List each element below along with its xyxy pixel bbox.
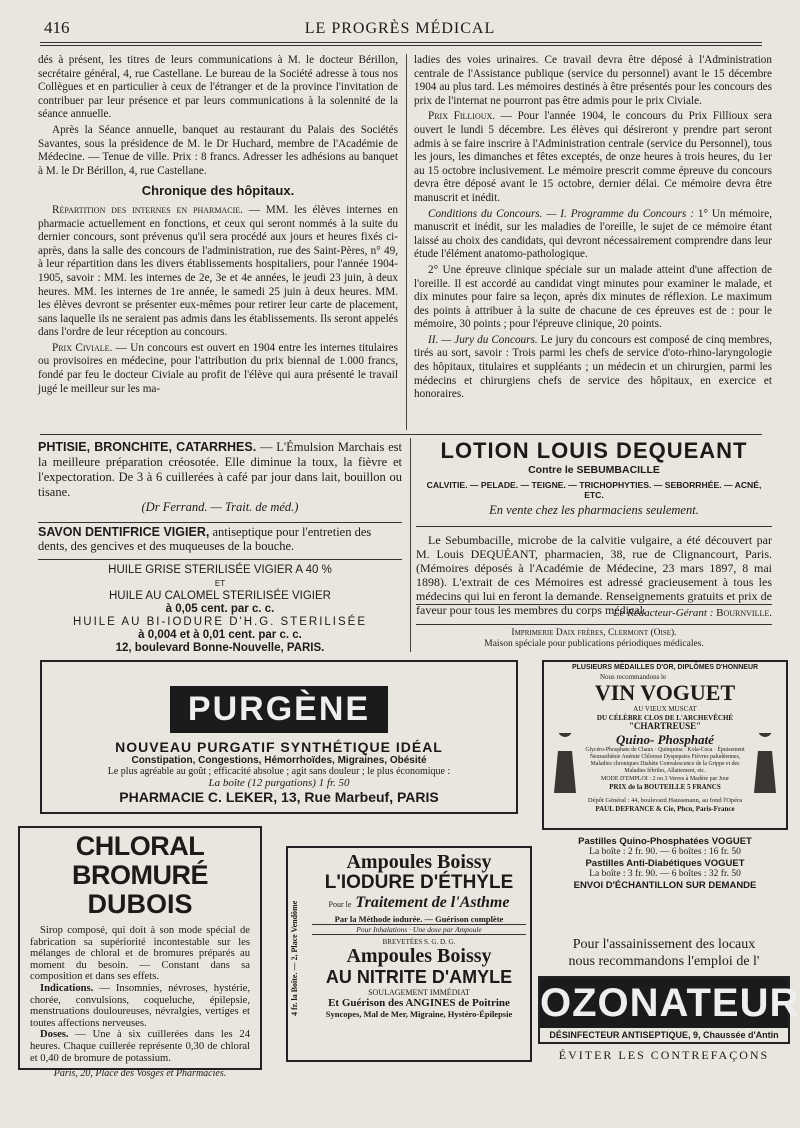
paragraph-text: — Pour l'année 1904, le concours du Prix Fillioux sera ouvert le lundi 5 décembre. Les élèves qui désireront y prendre part seront admis à se faire inscrire à l'Administration centrale (service du Personnel), tous les jours, les dimanches et fêtes exceptés, de onze heures à trois heures, du 1er au 15 octobre inclusivement. Le mémoire prescrit comme épreuve du concours devra être déposé avant le 15 octobre, dernier délai. Ce mémoire devra être manuscrit et inédit. [414,110,773,204]
paragraph [38,342,398,396]
paragraph-text: — MM. les élèves internes en pharmacie actuellement en fonctions, et ceux qui seront nommés à la suite du dernier concours, sont prévenus qu'il sera procédé aux jours et heures fixés ci-après, dans la salle des concours de l'administration, rue des Saint-Pères, n° 49, à leur répartition dans les divers établissements hospitaliers, pour l'année 1904-1905, savoir : MM. les internes de 2e, 3e et 4e années, le jeudi 23 juin, à deux heures. MM. les internes de 1re année, le samedi 25 juin à deux heures. MM. les élèves devront se présenter eux-mêmes pour retirer leur carte de placement, sans laquelle ils ne seraient pas admis dans les établissements. Ils seront appelés dans l'ordre de leur réception au concours. [38,203,398,339]
ad-line: Nous recommandons le [600,672,667,681]
ad-title: DUBOIS [87,889,193,919]
ad-vin-center [582,733,748,792]
ads-rule [40,434,762,435]
paragraph-lead: Répartition des internes en pharmacie. [52,203,243,216]
ad-line: HUILE AU CALOMEL STERILISÉE VIGIER [109,590,331,602]
paragraph-lead: Prix Civiale. [52,341,113,354]
ad-line: Syncopes, Mal de Mer, Migraine, Hystéro-Épilepsie [325,1009,513,1019]
ad-line: Pour Inhalations · Une dose par Ampoule [312,924,526,935]
ad-title: Ampoules Boissy [346,945,492,967]
header-rule-2 [40,45,762,46]
right-column [414,54,772,404]
ad-subtitle: DÉSINFECTEUR ANTISEPTIQUE, 9, Chaussée d'Antin [549,1030,779,1040]
ad-subtitle: NOUVEAU PURGATIF SYNTHÉTIQUE IDÉAL [115,739,443,755]
ad-line: Pour l'assainissement des locaux [572,937,756,952]
ad-line: La boîte : 2 fr. 90. — 6 boîtes : 16 fr. 50 [589,847,741,857]
ad-line: Constipation, Congestions, Hémorrhoïdes, Migraines, Obésité [131,755,427,766]
ad-title: L'IODURE D'ÉTHYLE [324,872,514,893]
running-title: LE PROGRÈS MÉDICAL [304,20,496,37]
ad-line: nous recommandons l'emploi de l' [568,954,760,969]
ad-line: PLUSIEURS MÉDAILLES D'OR, DIPLÔMES D'HONNEUR [571,664,759,671]
ad-title: Ampoules Boissy [346,851,492,873]
ad-warning: ÉVITER LES CONTREFAÇONS [558,1048,770,1062]
ad-line: Pastilles Anti-Diabétiques VOGUET [585,858,745,869]
ad-line: à 0,004 et à 0,01 cent. par c. c. [138,629,302,641]
ad-line: Et Guérison des ANGINES de Poitrine [328,997,510,1009]
ad-boissy [286,846,532,1062]
ad-line: Dépôt Général : 44, boulevard Haussmann, au fond l'Opéra [587,796,743,804]
ads-divider [410,438,411,652]
ad-line: Le plus agréable au goût ; efficacité absolue ; agit sans douleur ; le plus économique : [107,766,451,777]
ad-chloral [18,826,262,1080]
monk-figure-icon [748,733,782,795]
ad-price: La boîte (12 purgations) 1 fr. 50 [208,777,350,789]
ad-title: OZONATEUR [540,978,788,1028]
ad-line: ENVOI D'ÉCHANTILLON SUR DEMANDE [573,880,757,891]
ad-vin-voguet [542,660,788,830]
ad-line: PRIX de la BOUTEILLE 5 FRANCS [609,783,721,791]
ad-lead: Indications. [40,982,94,994]
ad-line: BREVETÉES S. G. D. G. [382,938,456,946]
header-rule [40,42,762,43]
column-divider [406,54,407,430]
ad-text: Sirop composé, qui doit à son mode spécial de fabrication sa supériorité incontestable sur les mélanges de chloral et de bromures préparés au moment du besoin. — Constant dans sa composition et dans ses effets. [30,925,250,983]
ad-title: PURGÈNE [170,686,388,733]
paragraph-lead: Prix Fillioux. [428,110,496,123]
paragraph-lead: II. — Jury du Concours. [428,333,538,346]
ad-text: Le Sebumbacille, microbe de la calvitie vulgaire, a été découvert par M. Louis DEQUÉANT, pharmacien, 38, rue de Clignancourt, Paris. (Mémoires déposés à l'Académie de Médecine, 23 mars 1897, 8 mai 1898). L'extrait de ces Mémoires est adressé gracieusement à tous les médecins qui lui en feront la demande. Renseignements gratuits et prix de faveur pour tous les membres du corps médical. [416,526,772,617]
ad-line: SOULAGEMENT IMMÉDIAT [368,988,470,997]
quino-word: Quino- [616,731,655,747]
left-column [38,54,398,398]
ad-ozonateur-intro [538,936,790,970]
paragraph: Après la Séance annuelle, banquet au restaurant du Palais des Sociétés Savantes, sous la présidence de M. le Dr Huchard, membre de l'Académie de Médecine. — Tenue de ville. Prix : 8 francs. Adresser les adhésions au banquet à M. le Dr Bérillon, 4, rue Castellane. [38,123,398,177]
paragraph: ladies des voies urinaires. Ce travail devra être déposé à l'Administration centrale de l'Assistance publique (service du personnel) avant le 15 décembre 1904 au plus tard. Les mémoires destinés à être présentés pour les concours des prix de l'internat ne pourront pas être admis pour le prix Civiale. [414,54,772,107]
paragraph-text: — Un concours est ouvert en 1904 entre les internes titulaires ou provisoires en médecine, pour l'attribution du prix biennal de 1.000 francs, fondé par feu le docteur Civiale au profit de l'élève qui aura présenté le travail jugé le meilleur sur les ma- [38,341,398,395]
ad-small: Pour le [328,900,352,909]
page-number: 416 [44,18,70,37]
ad-title: VIN VOGUET [594,680,736,705]
ad-line: à 0,05 cent. par c. c. [165,603,275,615]
ad-ozonateur [538,976,800,1044]
paragraph-text: Le jury du concours est composé de cinq membres, tirés au sort, savoir : Trois parmi les chefs de service d'oto-rhino-laryngologie des hôpitaux, titulaires et suppléants ; un médecin et un chirurgien, parmi les médecins et chirurgiens chefs de service des hôpitaux, en exercice et honoraires. [414,333,772,401]
ad-title: CHLORAL BROMURÉ [72,831,208,890]
ad-body: — Insomnies, névroses, hystérie, chorée, convulsions, coqueluche, épilepsie, menstruations douloureuses, névralgies, vertiges et toutes affections nerveuses. [30,982,250,1029]
ad-heading: SAVON DENTIFRICE VIGIER, [38,525,210,539]
ad-address: PHARMACIE C. LEKER, 13, Rue Marbeuf, PARIS [119,789,439,805]
ad-text [30,1029,250,1064]
paragraph [38,204,398,340]
ad-text: — L'Émulsion Marchais est la meilleure préparation créosotée. Elle diminue la toux, la fièvre et l'expectoration. De 3 à 6 cuillerées à café par jour dans lait, bouillon ou tisane. [38,440,402,499]
ad-text: antiseptique pour l'entretien des dents, des gencives et des muqueuses de la bouche. [38,525,372,553]
paragraph: dés à présent, les titres de leurs communications à M. le docteur Bérillon, secrétaire général, 4, rue Castellane. Le bureau de la Société adresse à tous nos Collègues et en particulier à ceux de l'étranger et de la province l'invitation de contribuer par leur présence et par leurs communications à la solennité de la séance annuelle. [38,54,398,121]
ad-vente: En vente chez les pharmaciens seulement. [489,503,699,517]
paragraph [414,110,772,205]
ad-line: HUILE GRISE STERILISÉE VIGIER A 40 % [108,564,332,576]
ad-address: Paris, 20, Place des Vosges et Pharmacies. [53,1068,227,1080]
ad-line: HUILE AU BI-IODURE D'H.G. STERILISÉE [72,616,368,628]
ad-pastilles [542,836,788,891]
gerant-line [416,604,772,619]
ad-lead: Doses. [40,1029,69,1041]
ad-text [30,983,250,1029]
ad-line: Glycéro-Phosphate de Chaux · Quinquina · Kola-Coca · Épuisement Neurasthénie Anémie Chlorose Dyspepsies Fièvres paludéennes, Maladies chroniques Diabète Convalescence de la Grippe et des Maladies fébriles, Allaitement, etc. [585,746,745,774]
paragraph-lead: Conditions du Concours. — I. Programme du Concours : [428,207,694,220]
ad-line: DU CÉLÈBRE CLOS DE L'ARCHEVÊCHÉ [596,713,734,722]
paragraph [414,208,772,262]
paragraph: 2° Une épreuve clinique spéciale sur un malade atteint d'une affection de l'oreille. Il est accordé au candidat vingt minutes pour examiner le malade, et dix minutes pour faire sa leçon, après dix minutes de réflexion. Le maximum des points à attribuer à la suite de chacune de ces épreuves est de : pour le mémoire, 30 points ; pour l'épreuve clinique, 20 points. [414,263,772,331]
ad-emulsion-marchais [38,440,402,515]
ad-line: MODE D'EMPLOI : 2 ou 3 Verres à Madère par Jour [600,775,730,782]
ad-savon [38,525,402,553]
ad-signature: (Dr Ferrand. — Trait. de méd.) [141,500,299,514]
ad-heading: PHTISIE, BRONCHITE, CATARRHES. [38,440,257,454]
ad-purgene [40,660,518,814]
paragraph-text: 1° Un mémoire, manuscrit et inédit, sur les maladies de l'oreille, le sujet de ce mémoire étant laissé au choix des candidats, qui devront nécessairement comprendre dans leur étude l'élément anatomo-pathologique. [414,207,772,261]
imprimerie [416,624,772,650]
ad-line [312,894,526,914]
phosphate-word: Phosphaté [657,731,714,747]
gerant-label: Le Rédacteur-Gérant : [613,607,714,619]
ad-title: LOTION LOUIS DEQUEANT [440,438,748,463]
ad-vigier [38,522,402,655]
paragraph [414,334,772,402]
ad-line [585,733,745,747]
monk-figure-icon [548,733,582,795]
ad-side: 4 fr. la Boîte. — 2, Place Vendôme [290,900,299,1016]
ad-vin-body [548,733,782,795]
ad-subtitle: Contre le SEBUMBACILLE [528,464,660,476]
ad-line: La boîte : 3 fr. 90. — 6 boîtes : 32 fr. 50 [589,869,741,879]
ad-title: AU NITRITE D'AMYLE [325,967,513,987]
ad-body: — Une à six cuillerées dans les 24 heures. Chaque cuillerée représente 0,30 de chloral et 0,40 de bromure de potassium. [30,1029,250,1064]
imprimerie-line: Maison spéciale pour publications périodiques médicales. [484,639,704,649]
ad-dequeant [416,438,772,617]
ad-line: 12, boulevard Bonne-Nouvelle, PARIS. [115,642,325,654]
ad-line: Par la Méthode iodurée. — Guérison complète [334,914,504,924]
ad-line: Pastilles Quino-Phosphatées VOGUET [578,836,752,847]
ad-huiles [38,559,402,655]
ad-list: CALVITIE. — PELADE. — TEIGNE. — TRICHOPHYTIES. — SEBORRHÉE. — ACNÉ, ETC. [426,480,762,500]
imprimerie-line: Imprimerie Daix frères, Clermont (Oise). [511,628,677,638]
ad-line: PAUL DEFRANCE & Cie, Phcn, Paris-France [595,805,735,813]
ad-line: AU VIEUX MUSCAT [633,705,697,713]
ad-emph: Traitement de l'Asthme [355,894,510,911]
ad-line: ET [214,579,226,588]
section-heading: Chronique des hôpitaux. [141,183,295,199]
ad-line: "CHARTREUSE" [628,721,702,731]
gerant-name: Bournville. [716,607,772,619]
